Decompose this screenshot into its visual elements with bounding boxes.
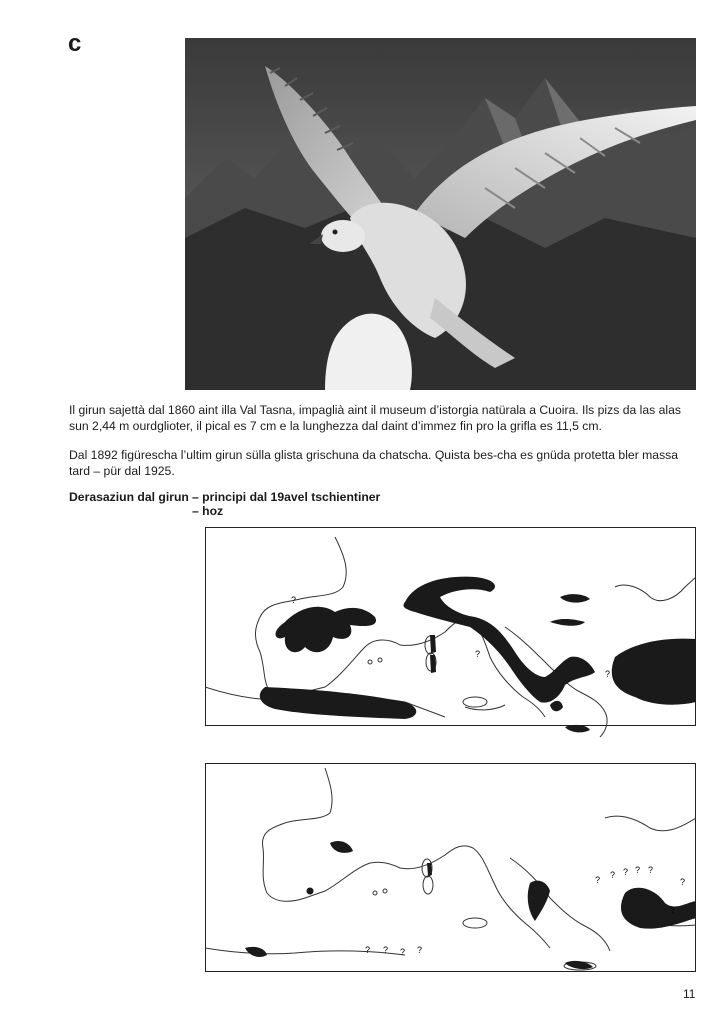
- caption-line-today: – hoz: [192, 504, 224, 518]
- section-letter: c: [68, 30, 82, 57]
- map-question-mark: ?: [623, 867, 629, 877]
- map-question-mark: ?: [605, 669, 611, 679]
- caption-line-past: – principi dal 19avel tschientiner: [192, 490, 381, 504]
- map-question-mark: ?: [610, 870, 616, 880]
- page-number: 11: [683, 987, 696, 1001]
- map-question-mark: ?: [670, 905, 676, 915]
- bearded-vulture-photo: [185, 38, 696, 390]
- history-paragraph: Dal 1892 figürescha l’ultim girun sülla glista grischuna da chatscha. Quista bes-cha es gnüda protetta bler massa tard – pür dal 1925.: [69, 448, 679, 478]
- description-paragraph: Il girun sajettà dal 1860 aint illa Val Tasna, impaglià aint il museum d’istorgia natürala a Cuoira. Ils pizs da las alas sun 2,44 m ourdglioter, il pical es 7 cm e la lunghezza dal daint d’immez fin pro la grifla es 11,5 cm.: [69, 403, 681, 433]
- map-question-mark: ?: [291, 595, 297, 605]
- map-question-mark: ?: [475, 649, 481, 659]
- distribution-map-today: [205, 763, 696, 977]
- map-question-mark: ?: [400, 947, 406, 957]
- map-question-mark: ?: [595, 875, 601, 885]
- map-question-mark: ?: [417, 945, 423, 955]
- map-question-mark: ?: [680, 877, 686, 887]
- map-question-mark: ?: [648, 865, 654, 875]
- map-question-mark: ?: [365, 945, 371, 955]
- map-question-mark: ?: [635, 865, 641, 875]
- map-question-mark: ?: [383, 945, 389, 955]
- caption-title: Derasaziun dal girun: [69, 490, 189, 504]
- distribution-map-19th-century: [205, 527, 696, 743]
